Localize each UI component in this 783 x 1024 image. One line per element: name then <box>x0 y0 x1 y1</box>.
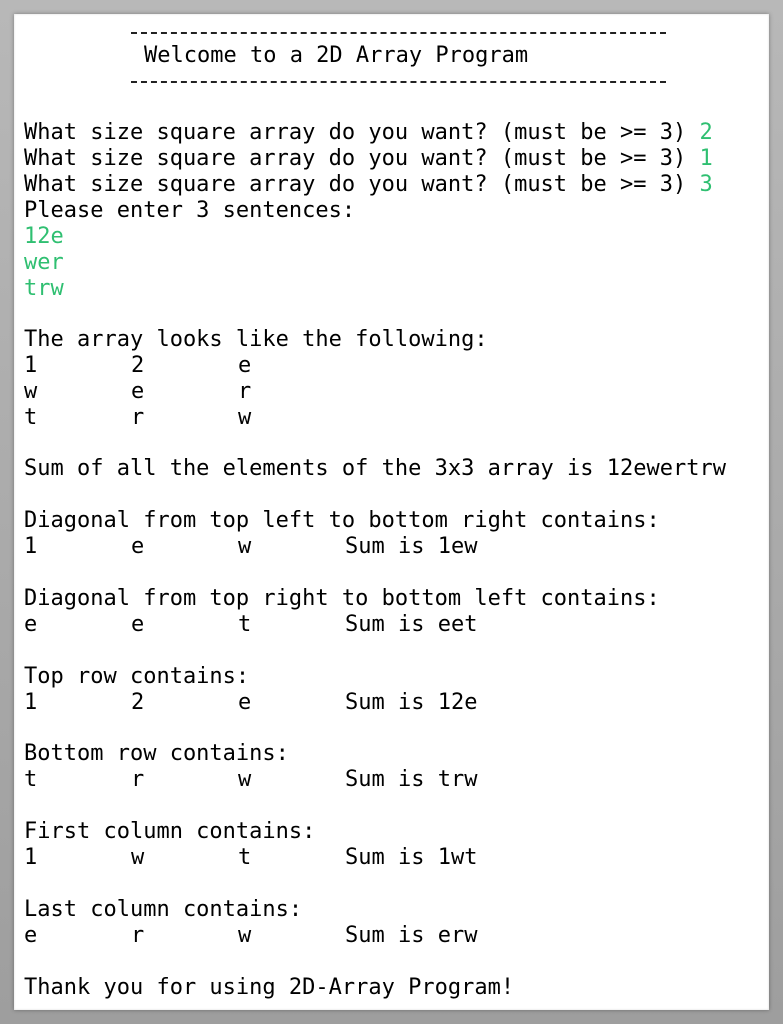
section-sum: Sum is eet <box>345 612 478 637</box>
array-cell: w <box>238 405 252 430</box>
section-cell: t <box>238 612 252 637</box>
section-heading: Last column contains: <box>24 897 303 922</box>
section-sum: Sum is trw <box>345 767 478 792</box>
section-sum: Sum is 1ew <box>345 534 478 559</box>
size-prompt-line <box>24 172 713 198</box>
array-cell: r <box>131 405 145 430</box>
section-cell: t <box>238 845 252 870</box>
array-heading: The array looks like the following: <box>24 327 488 352</box>
section-cell: 1 <box>24 534 38 559</box>
section-cell: 1 <box>24 690 38 715</box>
section-cell: 2 <box>131 690 145 715</box>
section-cell: e <box>24 923 38 948</box>
array-cell: t <box>24 405 38 430</box>
section-cell: w <box>238 923 252 948</box>
section-cell: r <box>131 923 145 948</box>
section-heading: Diagonal from top left to bottom right contains: <box>24 508 660 533</box>
section-cell: w <box>238 767 252 792</box>
goodbye-line: Thank you for using 2D-Array Program! <box>24 975 515 1000</box>
section-cell: e <box>131 612 145 637</box>
section-heading: Bottom row contains: <box>24 741 289 766</box>
size-prompt-text: What size square array do you want? (must be >= 3) <box>24 120 700 145</box>
size-prompt-answer: 1 <box>699 146 713 171</box>
section-cell: e <box>131 534 145 559</box>
array-cell: e <box>131 379 145 404</box>
section-heading: Top row contains: <box>24 664 250 689</box>
array-cell: 2 <box>131 353 145 378</box>
banner-bottom-rule <box>131 81 666 83</box>
array-cell: 1 <box>24 353 38 378</box>
terminal-output <box>14 14 769 1010</box>
banner-top-rule <box>131 32 666 34</box>
array-cell: w <box>24 379 38 404</box>
section-sum: Sum is 12e <box>345 690 478 715</box>
size-prompt-line <box>24 120 713 146</box>
section-heading: First column contains: <box>24 819 316 844</box>
sum-all-line: Sum of all the elements of the 3x3 array is 12ewertrw <box>24 456 726 481</box>
sentence-input: wer <box>24 250 64 275</box>
section-sum: Sum is erw <box>345 923 478 948</box>
size-prompt-text: What size square array do you want? (must be >= 3) <box>24 146 700 171</box>
size-prompt-line <box>24 146 713 172</box>
size-prompt-answer: 3 <box>699 172 713 197</box>
size-prompt-text: What size square array do you want? (must be >= 3) <box>24 172 700 197</box>
section-cell: w <box>131 845 145 870</box>
section-heading: Diagonal from top right to bottom left contains: <box>24 586 660 611</box>
section-cell: e <box>238 690 252 715</box>
array-cell: e <box>238 353 252 378</box>
sentence-input: trw <box>24 276 64 301</box>
section-cell: e <box>24 612 38 637</box>
section-cell: 1 <box>24 845 38 870</box>
array-cell: r <box>238 379 252 404</box>
banner-title: Welcome to a 2D Array Program <box>144 43 529 68</box>
sentence-prompt: Please enter 3 sentences: <box>24 198 356 223</box>
section-cell: w <box>238 534 252 559</box>
sentence-input: 12e <box>24 224 64 249</box>
section-cell: t <box>24 767 38 792</box>
section-sum: Sum is 1wt <box>345 845 478 870</box>
size-prompt-answer: 2 <box>699 120 713 145</box>
section-cell: r <box>131 767 145 792</box>
